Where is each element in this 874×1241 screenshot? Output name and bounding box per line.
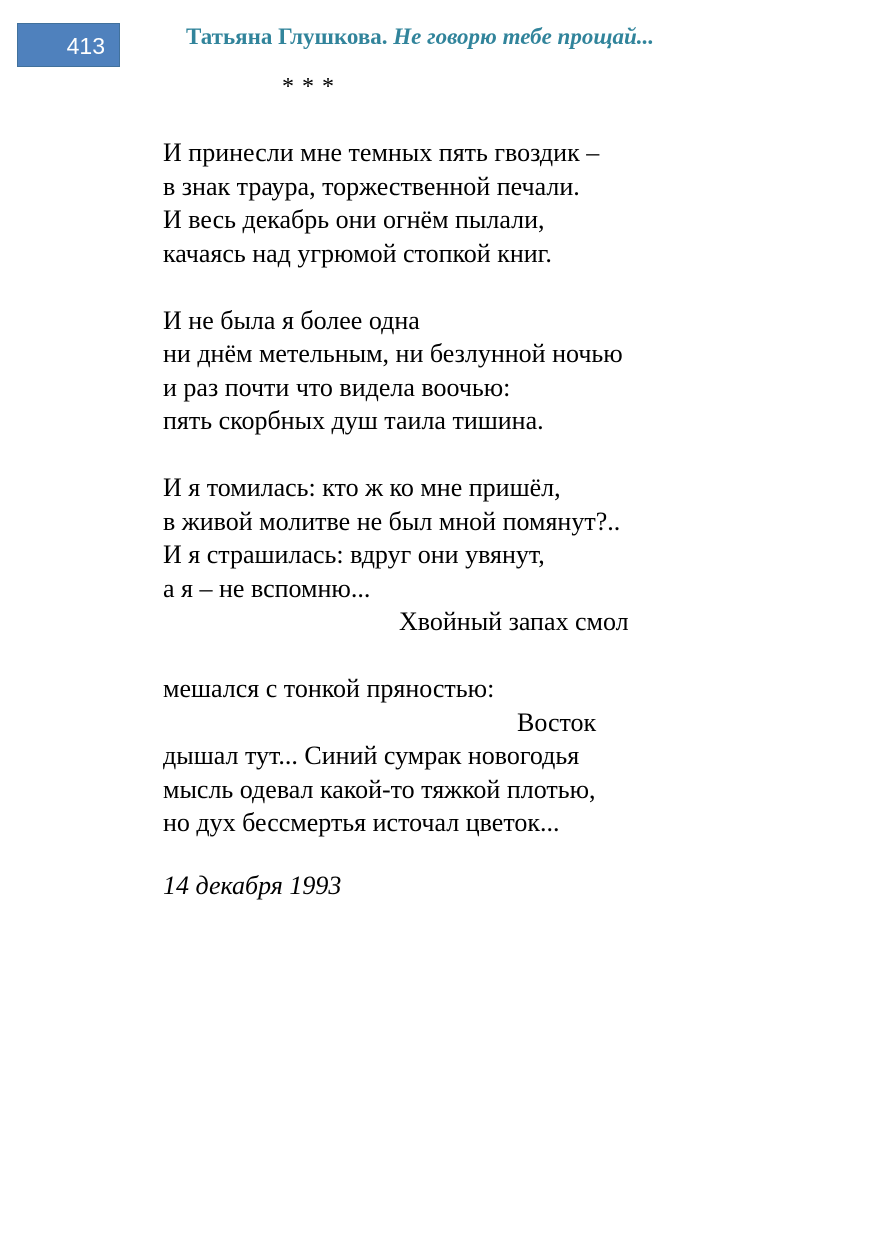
poem-line: дышал тут... Синий сумрак новогодья bbox=[163, 741, 580, 770]
poem-line: и раз почти что видела воочью: bbox=[163, 372, 511, 402]
stanza bbox=[163, 471, 629, 639]
poem-body bbox=[163, 136, 629, 840]
poem-line: И не была я более одна bbox=[163, 305, 420, 335]
poem-line: И я томилась: кто ж ко мне пришёл, bbox=[163, 473, 561, 502]
poem-line: но дух бессмертья источал цветок... bbox=[163, 808, 560, 837]
poem-line: пять скорбных душ таила тишина. bbox=[163, 406, 544, 435]
poem-line: Хвойный запах смол bbox=[399, 607, 629, 636]
poem-line: мысль одевал какой-то тяжкой плотью, bbox=[163, 774, 596, 804]
stanza-gap bbox=[163, 639, 629, 673]
header-book-title: Не говорю тебе прощай... bbox=[393, 24, 655, 49]
poem-line: И весь декабрь они огнём пылали, bbox=[163, 205, 545, 234]
poem-line: качаясь над угрюмой стопкой книг. bbox=[163, 238, 552, 268]
running-header bbox=[186, 24, 654, 50]
poem-date: 14 декабря 1993 bbox=[163, 871, 342, 900]
page-number: 413 bbox=[17, 23, 120, 67]
stanza bbox=[163, 136, 629, 270]
poem-line: в знак траура, торжественной печали. bbox=[163, 171, 580, 201]
poem-line: ни днём метельным, ни безлунной ночью bbox=[163, 339, 623, 368]
poem-line: И принесли мне темных пять гвоздик – bbox=[163, 138, 600, 167]
stanza-gap bbox=[163, 438, 629, 472]
stanza bbox=[163, 672, 629, 840]
poem-line: мешался с тонкой пряностью: bbox=[163, 674, 495, 703]
poem-line: И я страшилась: вдруг они увянут, bbox=[163, 540, 545, 569]
poem-line: а я – не вспомню... bbox=[163, 573, 371, 603]
poem-separator: * * * bbox=[282, 74, 335, 100]
stanza bbox=[163, 304, 629, 438]
poem-line: Восток bbox=[517, 707, 597, 737]
poem-line: в живой молитве не был мной помянут?.. bbox=[163, 506, 621, 536]
header-author: Татьяна Глушкова. bbox=[186, 24, 388, 49]
stanza-gap bbox=[163, 270, 629, 304]
